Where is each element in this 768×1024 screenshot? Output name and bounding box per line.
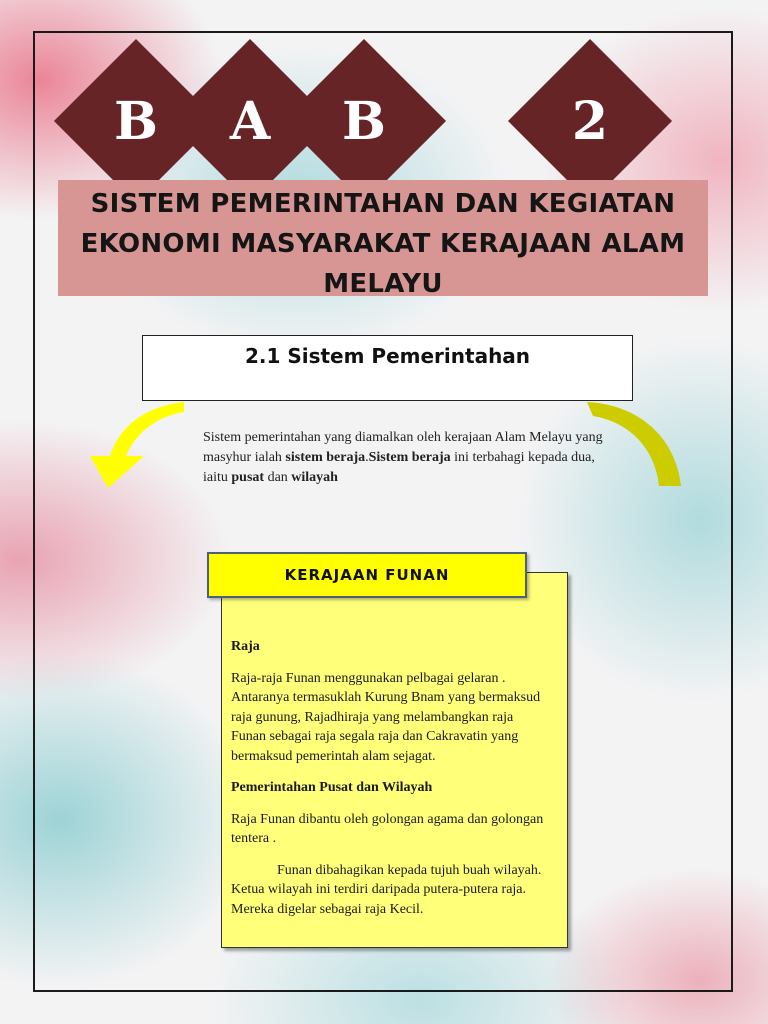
- pusat-text: Raja Funan dibantu oleh golongan agama dan golongan tentera .: [231, 811, 544, 846]
- letter-2: 2: [571, 91, 609, 152]
- raja-text: Raja-raja Funan menggunakan pelbagai gelaran . Antaranya termasuklah Kurung Bnam yang bermaksud raja gunung, Rajadhiraja yang melambangkan raja Funan sebagai raja segala raja dan Cakravatin yang bermaksud pemerintah alam sejagat.: [231, 670, 541, 764]
- chapter-title: SISTEM PEMERINTAHAN DAN KEGIATAN EKONOMI MASYARAKAT KERAJAAN ALAM MELAYU: [80, 189, 686, 299]
- pusat-heading: Pemerintahan Pusat dan Wilayah: [231, 780, 433, 795]
- curved-arrow-left-icon: [78, 398, 188, 493]
- funan-card-heading: KERAJAAN FUNAN: [207, 552, 527, 598]
- letter-b1: B: [114, 91, 158, 152]
- letter-b2: B: [342, 91, 386, 152]
- funan-card-body: [231, 637, 549, 931]
- raja-heading: Raja: [231, 639, 260, 654]
- section-heading: 2.1 Sistem Pemerintahan: [244, 344, 531, 368]
- letter-a: A: [229, 91, 271, 152]
- wilayah-text: Funan dibahagikan kepada tujuh buah wilayah. Ketua wilayah ini terdiri daripada putera-putera raja. Mereka digelar sebagai raja Kecil.: [231, 862, 542, 917]
- intro-paragraph: Sistem pemerintahan yang diamalkan oleh kerajaan Alam Melayu yang masyhur ialah sistem beraja.Sistem beraja ini terbahagi kepada dua, iaitu pusat dan wilayah: [203, 430, 603, 485]
